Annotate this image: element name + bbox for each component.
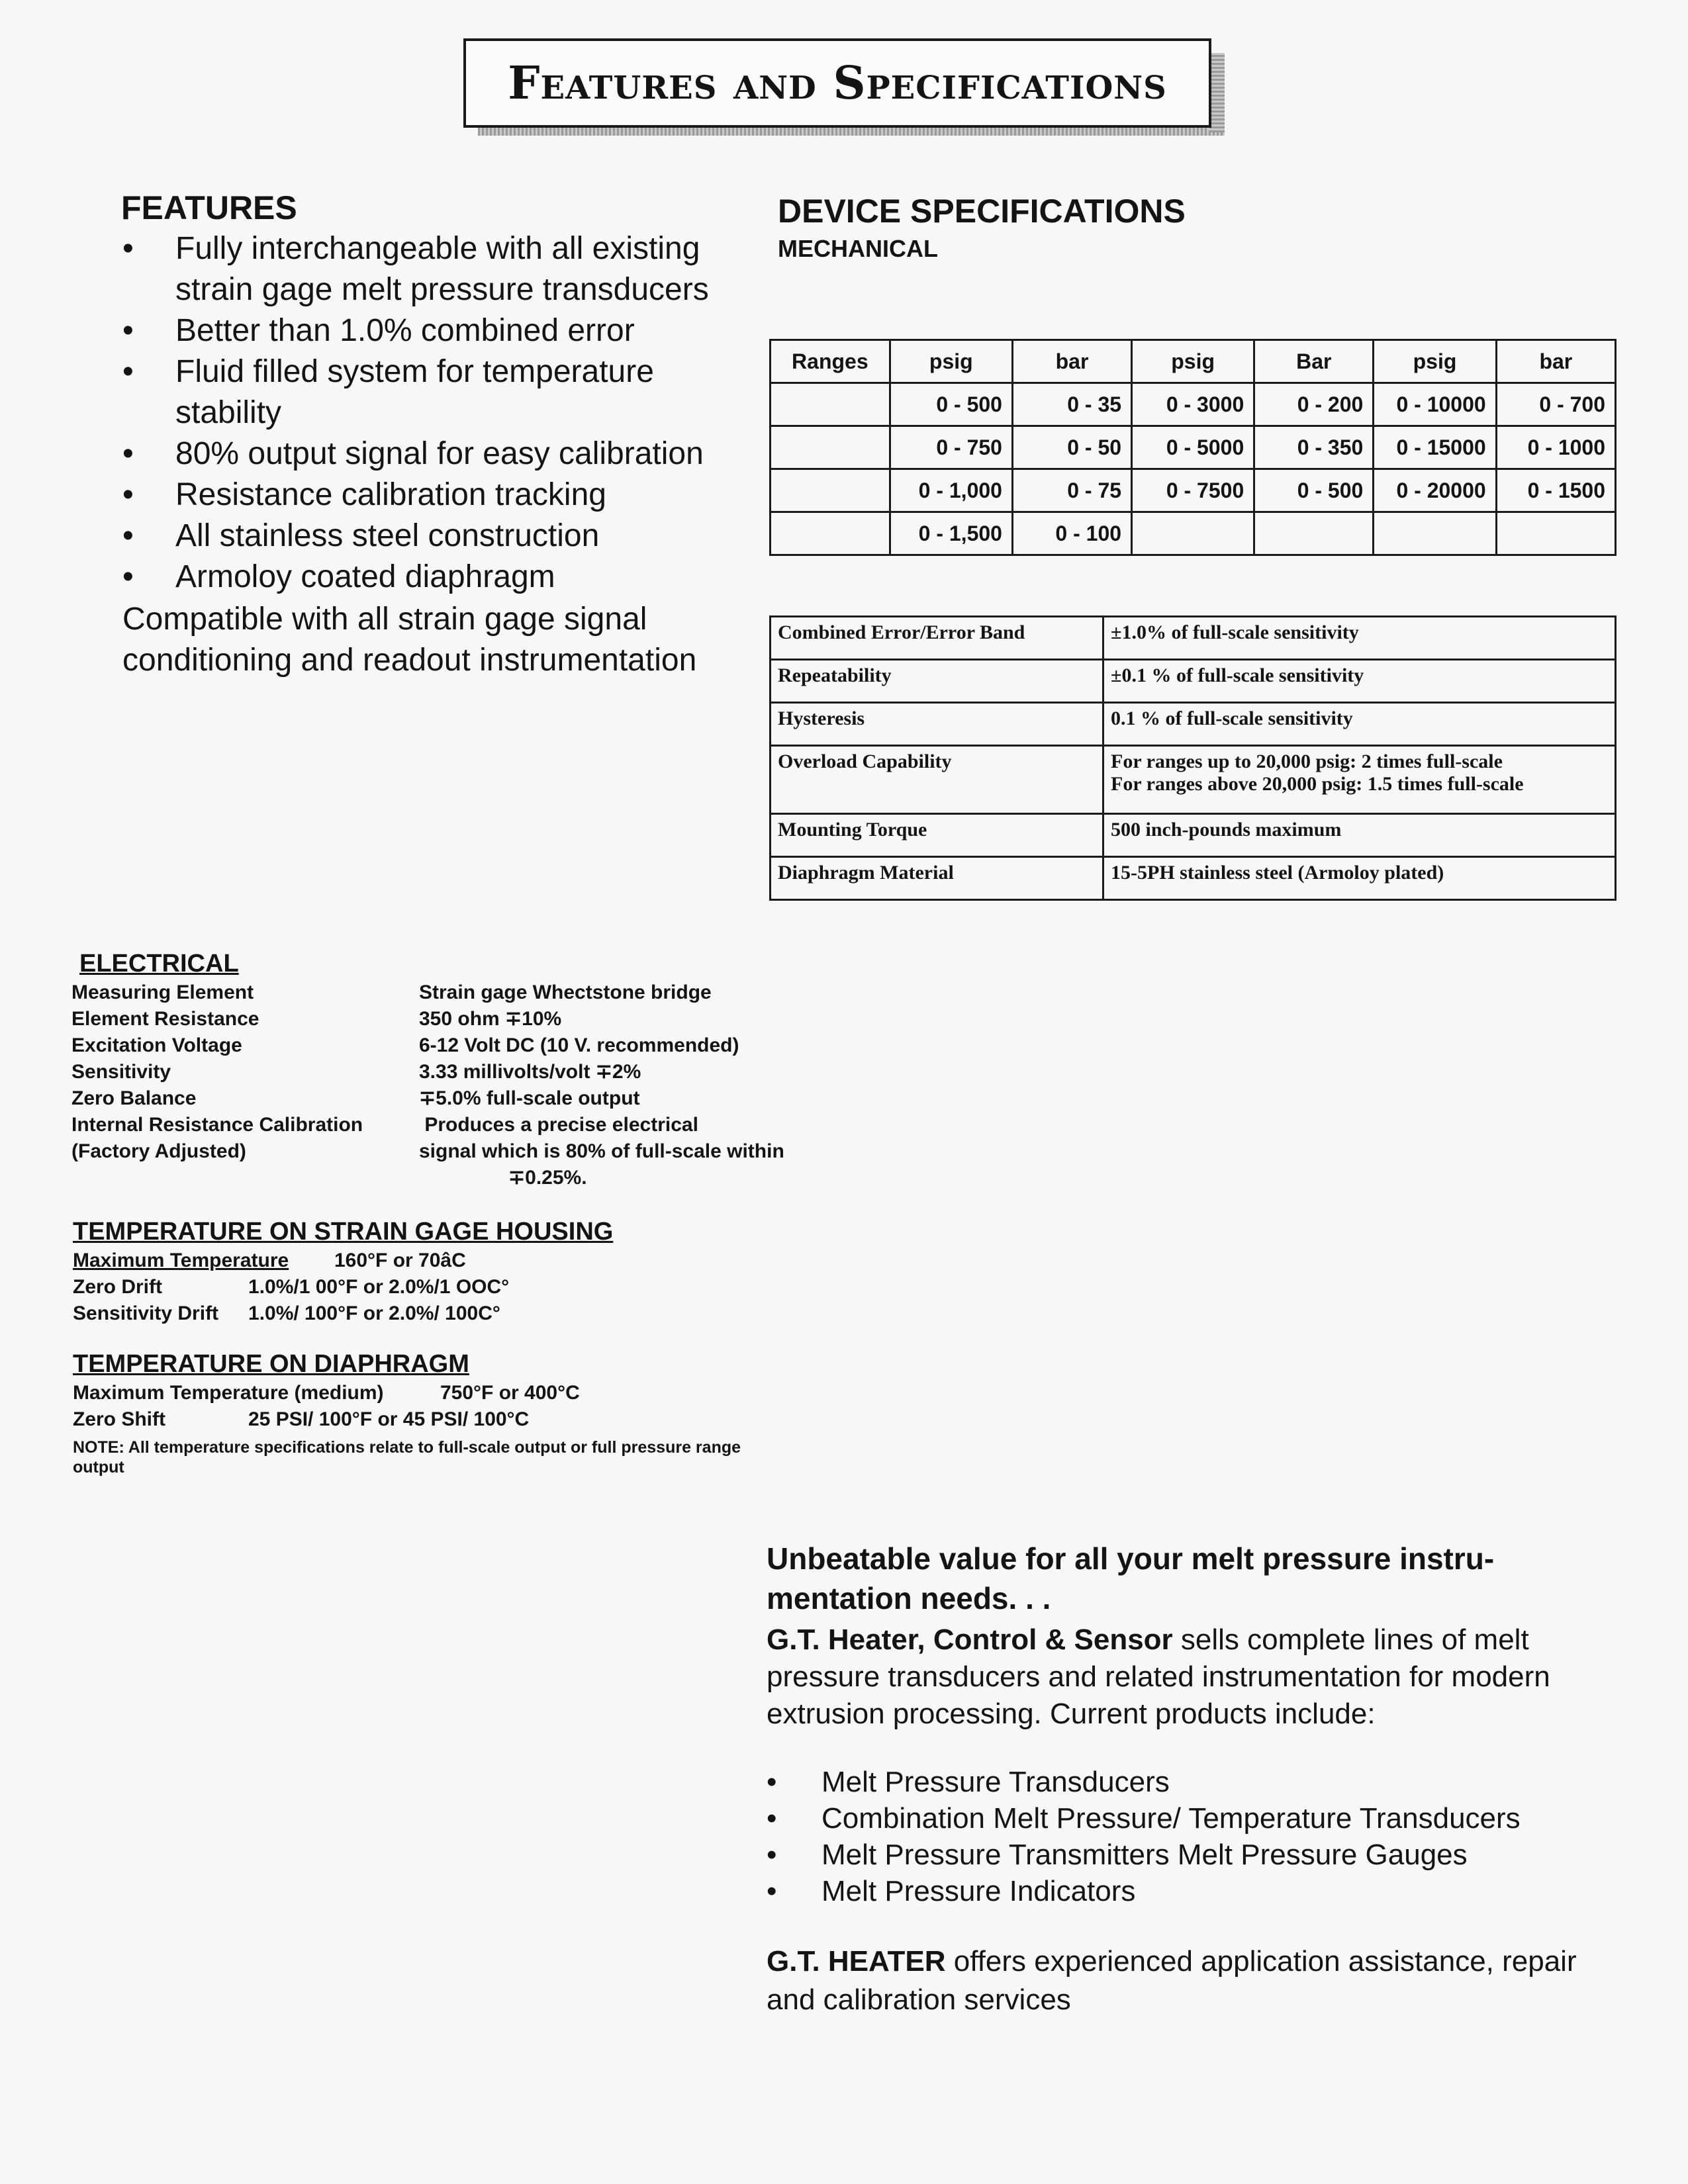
table-cell: 0 - 35 — [1012, 383, 1131, 426]
table-cell: 0 - 1,000 — [890, 469, 1012, 512]
table-header-cell: psig — [1374, 340, 1496, 383]
list-item: • Fully interchangeable with all existing strain gage melt pressure transducers — [122, 231, 709, 307]
spec-row — [71, 979, 833, 1006]
spec-label: Internal Resistance Calibration — [71, 1114, 363, 1136]
table-row — [771, 857, 1616, 900]
list-item: • Melt Pressure Indicators — [767, 1875, 1136, 1907]
list-item: • Armoloy coated diaphragm — [122, 559, 555, 594]
spec-value — [1103, 746, 1616, 814]
spec-row — [73, 1248, 669, 1274]
features-list — [119, 228, 761, 598]
performance-table — [769, 615, 1617, 901]
spec-label: Mounting Torque — [771, 814, 1103, 857]
temp-diaphragm-specs — [73, 1380, 834, 1433]
spec-value: 1.0%/ 100°F or 2.0%/ 100C° — [248, 1302, 500, 1324]
mechanical-label: MECHANICAL — [778, 235, 938, 262]
spec-label: Measuring Element — [71, 981, 254, 1003]
table-cell: 0 - 7500 — [1132, 469, 1254, 512]
promo-body — [767, 1621, 1627, 1733]
temperature-note: NOTE: All temperature specifications relate to full-scale output or full pressure range output — [73, 1438, 741, 1477]
table-cell: 0 - 3000 — [1132, 383, 1254, 426]
table-header-cell: Bar — [1254, 340, 1374, 383]
spec-value: ∓5.0% full-scale output — [419, 1087, 640, 1109]
table-cell — [1132, 512, 1254, 555]
table-cell: 0 - 5000 — [1132, 426, 1254, 469]
table-row — [771, 617, 1616, 660]
spec-label: Combined Error/Error Band — [771, 617, 1103, 660]
company-name: G.T. Heater, Control & Sensor — [767, 1623, 1173, 1656]
spec-value: 160°F or 70âC — [334, 1250, 466, 1271]
spec-row — [73, 1406, 834, 1433]
spec-value: signal which is 80% of full-scale within — [419, 1140, 784, 1162]
spec-label: (Factory Adjusted) — [71, 1140, 246, 1162]
spec-value: 500 inch-pounds maximum — [1103, 814, 1616, 857]
spec-value: ±0.1 % of full-scale sensitivity — [1103, 660, 1616, 703]
table-cell: 0 - 200 — [1254, 383, 1374, 426]
list-item: • All stainless steel construction — [122, 518, 600, 553]
spec-label: Sensitivity — [71, 1061, 171, 1083]
spec-value-line: For ranges up to 20,000 psig: 2 times full-scale — [1111, 751, 1503, 772]
title-box — [463, 38, 1211, 128]
table-row — [771, 746, 1616, 814]
spec-value: Strain gage Whectstone bridge — [419, 981, 712, 1003]
temp-strain-gage-heading: TEMPERATURE ON STRAIN GAGE HOUSING — [73, 1218, 614, 1246]
table-header-row — [771, 340, 1616, 383]
features-compatibility-text: Compatible with all strain gage signal conditioning and readout instrumentation — [122, 602, 697, 678]
table-cell — [1374, 512, 1496, 555]
table-header-cell: psig — [890, 340, 1012, 383]
list-item: • Melt Pressure Transducers — [767, 1766, 1170, 1798]
spec-row — [71, 1165, 833, 1191]
spec-label: Maximum Temperature — [73, 1250, 289, 1271]
table-cell — [771, 426, 890, 469]
spec-label: Zero Balance — [71, 1087, 197, 1109]
spec-label: Zero Drift — [73, 1276, 162, 1298]
electrical-specs — [71, 979, 833, 1191]
list-item: • Melt Pressure Transmitters Melt Pressure Gauges — [767, 1839, 1468, 1871]
spec-label: Zero Shift — [73, 1408, 165, 1430]
table-cell: 0 - 350 — [1254, 426, 1374, 469]
promo-closing — [767, 1942, 1627, 2019]
spec-label: Element Resistance — [71, 1008, 259, 1030]
spec-row — [71, 1059, 833, 1085]
page-title: Features and Specifications — [508, 56, 1167, 110]
table-cell: 0 - 20000 — [1374, 469, 1496, 512]
list-item: • Combination Melt Pressure/ Temperature Transducers — [767, 1802, 1521, 1835]
spec-label: Hysteresis — [771, 703, 1103, 746]
temp-diaphragm-heading: TEMPERATURE ON DIAPHRAGM — [73, 1350, 469, 1378]
spec-value: 6-12 Volt DC (10 V. recommended) — [419, 1034, 739, 1056]
promo-body-text: sells complete lines of melt pressure transducers and related instrumentation for modern extrusion processing. Current products include: — [767, 1623, 1550, 1730]
table-cell — [771, 512, 890, 555]
table-row — [771, 814, 1616, 857]
table-cell: 0 - 750 — [890, 426, 1012, 469]
spec-value: ±1.0% of full-scale sensitivity — [1103, 617, 1616, 660]
spec-label: Repeatability — [771, 660, 1103, 703]
spec-row — [71, 1085, 833, 1112]
spec-label: Diaphragm Material — [771, 857, 1103, 900]
spec-value: 750°F or 400°C — [440, 1382, 580, 1404]
table-cell: 0 - 700 — [1496, 383, 1615, 426]
table-row — [771, 703, 1616, 746]
spec-row — [73, 1300, 669, 1327]
table-cell: 0 - 50 — [1012, 426, 1131, 469]
table-cell — [1254, 512, 1374, 555]
spec-value: Produces a precise electrical — [419, 1114, 698, 1136]
spec-label: Maximum Temperature (medium) — [73, 1382, 384, 1404]
table-cell: 0 - 100 — [1012, 512, 1131, 555]
table-cell — [771, 383, 890, 426]
table-row — [771, 426, 1616, 469]
table-cell: 0 - 500 — [890, 383, 1012, 426]
spec-value: 15-5PH stainless steel (Armoloy plated) — [1103, 857, 1616, 900]
table-cell: 0 - 500 — [1254, 469, 1374, 512]
spec-row — [71, 1138, 833, 1165]
list-item: • 80% output signal for easy calibration — [122, 436, 704, 471]
spec-value: 0.1 % of full-scale sensitivity — [1103, 703, 1616, 746]
list-item: • Better than 1.0% combined error — [122, 313, 635, 348]
table-row — [771, 512, 1616, 555]
spec-row — [71, 1006, 833, 1032]
spec-value-continuation: ∓0.25%. — [508, 1167, 587, 1189]
features-heading: FEATURES — [121, 189, 297, 226]
temp-strain-gage-specs — [73, 1248, 669, 1327]
spec-value: 1.0%/1 00°F or 2.0%/1 OOC° — [248, 1276, 510, 1298]
table-cell: 0 - 1,500 — [890, 512, 1012, 555]
device-specs-heading: DEVICE SPECIFICATIONS — [778, 193, 1186, 230]
spec-value-line: For ranges above 20,000 psig: 1.5 times full-scale — [1111, 773, 1524, 795]
table-header-cell: bar — [1496, 340, 1615, 383]
table-cell — [1496, 512, 1615, 555]
spec-value: 3.33 millivolts/volt ∓2% — [419, 1061, 641, 1083]
spec-value: 25 PSI/ 100°F or 45 PSI/ 100°C — [248, 1408, 530, 1430]
company-name-short: G.T. HEATER — [767, 1945, 946, 1978]
promo-closing-text: offers experienced application assistance, repair and calibration services — [767, 1945, 1577, 2016]
table-header-cell: bar — [1012, 340, 1131, 383]
spec-label: Overload Capability — [771, 746, 1103, 814]
spec-row — [71, 1032, 833, 1059]
spec-row — [73, 1380, 834, 1406]
table-cell: 0 - 10000 — [1374, 383, 1496, 426]
table-row — [771, 383, 1616, 426]
ranges-table — [769, 339, 1617, 556]
table-cell — [771, 469, 890, 512]
table-cell: 0 - 1500 — [1496, 469, 1615, 512]
spec-value: 350 ohm ∓10% — [419, 1008, 562, 1030]
table-cell: 0 - 75 — [1012, 469, 1131, 512]
spec-row — [71, 1112, 833, 1138]
table-cell: 0 - 1000 — [1496, 426, 1615, 469]
electrical-heading: ELECTRICAL — [79, 950, 239, 978]
table-cell: 0 - 15000 — [1374, 426, 1496, 469]
table-row — [771, 660, 1616, 703]
promo-headline: Unbeatable value for all your melt pressure instru-mentation needs. . . — [767, 1541, 1495, 1615]
spec-label: Excitation Voltage — [71, 1034, 242, 1056]
table-header-cell: psig — [1132, 340, 1254, 383]
list-item: • Resistance calibration tracking — [122, 477, 606, 512]
table-row — [771, 469, 1616, 512]
spec-label: Sensitivity Drift — [73, 1302, 219, 1324]
table-header-cell: Ranges — [771, 340, 890, 383]
list-item: • Fluid filled system for temperature stability — [122, 354, 654, 430]
spec-row — [73, 1274, 669, 1300]
products-list — [767, 1764, 1627, 1909]
